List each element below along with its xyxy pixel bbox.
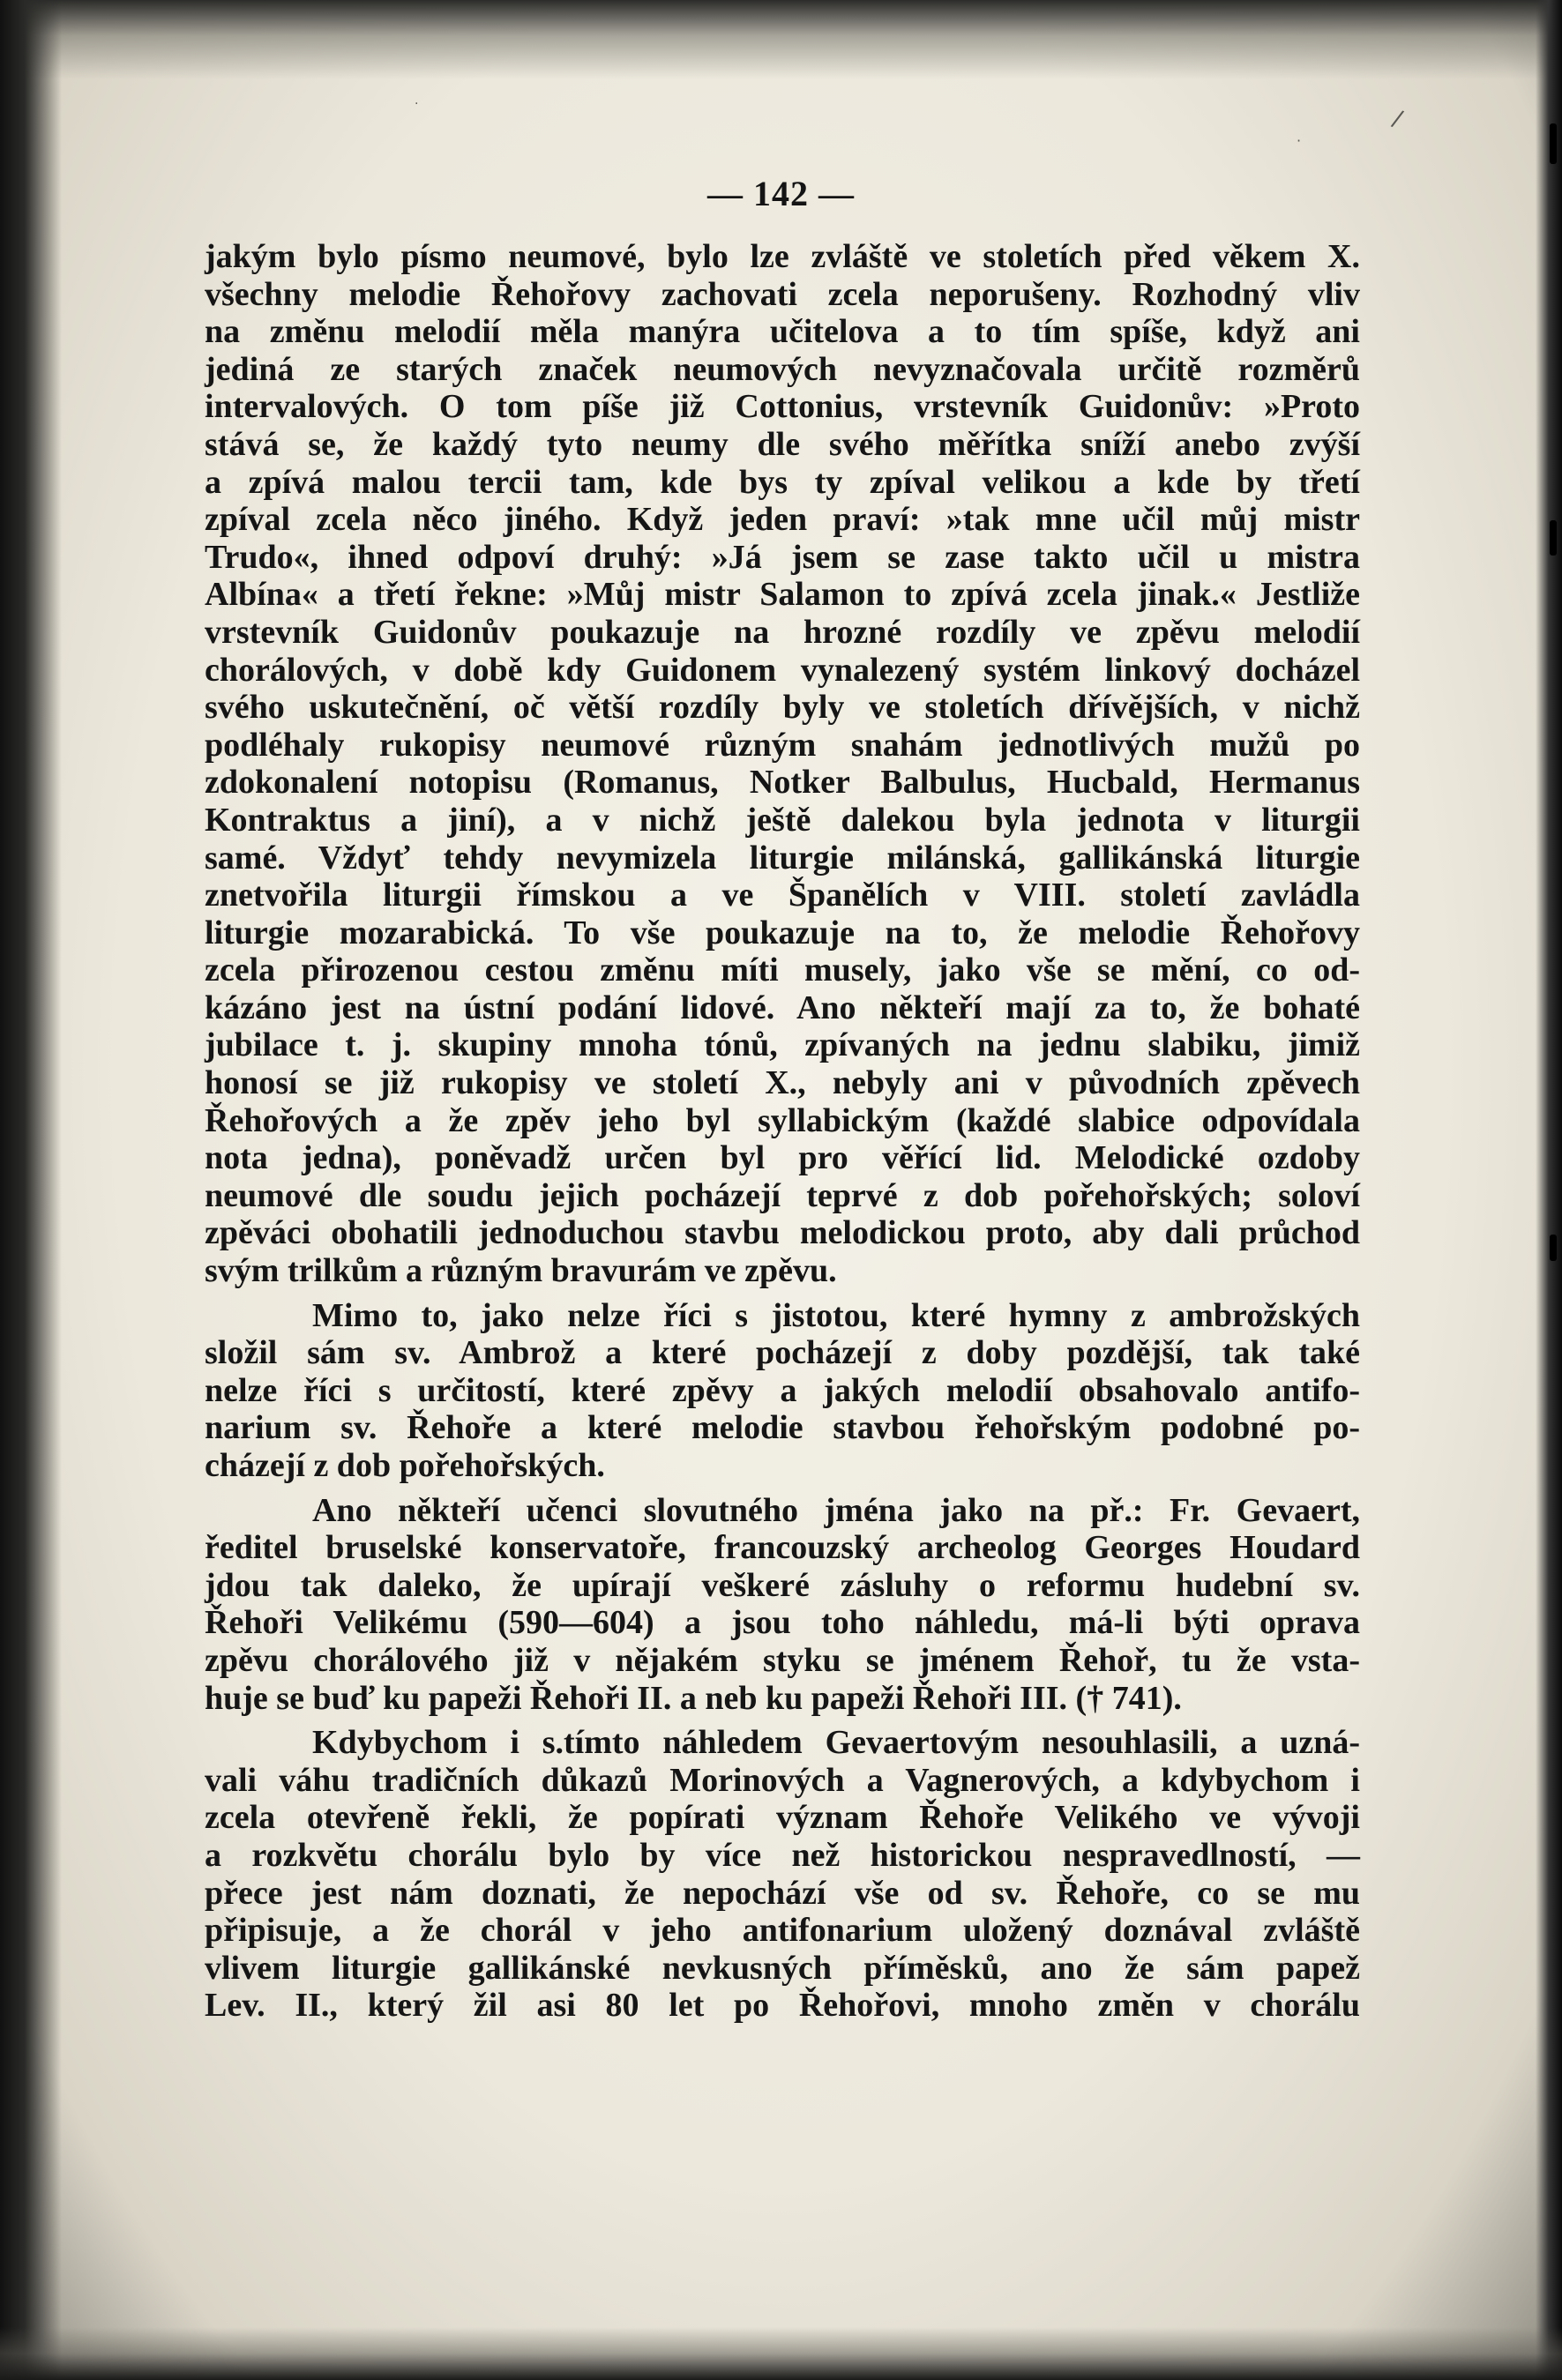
- scan-speck: ·: [415, 97, 419, 111]
- text-line: Řehoři Velikému (590—604) a jsou toho náhledu, má-li býti oprava: [205, 1604, 1360, 1642]
- paragraph-gap: [205, 1717, 1360, 1724]
- text-line: chorálových, v době kdy Guidonem vynalezený systém linkový docházel: [205, 651, 1360, 689]
- text-line: Řehořových a že zpěv jeho byl syllabickým (každé slabice odpovídala: [205, 1101, 1360, 1139]
- paragraph: [205, 1724, 1360, 2025]
- text-line: na změnu melodií měla manýra učitelova a to tím spíše, když ani: [205, 313, 1360, 351]
- text-line: jediná ze starých značek neumových nevyznačovala určitě rozměrů: [205, 350, 1360, 388]
- text-line: jakým bylo písmo neumové, bylo lze zvláště ve stoletích před věkem X.: [205, 238, 1360, 275]
- page-number: — 142 —: [707, 174, 855, 213]
- text-line: Kdybychom i s.tímto náhledem Gevaertovým nesouhlasili, a uzná-: [312, 1724, 1360, 1762]
- text-line: stává se, že každý tyto neumy dle svého měřítka sníží anebo zvýší: [205, 425, 1360, 463]
- text-line: kázáno jest na ústní podání lidové. Ano někteří mají za to, že bohaté: [205, 989, 1360, 1026]
- text-line: nelze říci s určitostí, které zpěvy a jakých melodií obsahovalo antifo-: [205, 1371, 1360, 1409]
- text-line: zpěvu chorálového již v nějakém styku se jménem Řehoř, tu že vsta-: [205, 1641, 1360, 1679]
- text-line: liturgie mozarabická. To vše poukazuje na to, že melodie Řehořovy: [205, 914, 1360, 951]
- text-line: Ano někteří učenci slovutného jména jako na př.: Fr. Gevaert,: [312, 1491, 1360, 1529]
- binding-mark: [1550, 123, 1557, 164]
- text-line: přece jest nám doznati, že nepochází vše od sv. Řehoře, co se mu: [205, 1874, 1360, 1912]
- text-line: jubilace t. j. skupiny mnoha tónů, zpívaných na jednu slabiku, jimiž: [205, 1026, 1360, 1064]
- binding-mark: [1550, 520, 1557, 556]
- text-line: zpěváci obohatili jednoduchou stavbu melodickou proto, aby dali průchod: [205, 1214, 1360, 1252]
- text-line: a rozkvětu chorálu bylo by více než historickou nespravedlností, —: [205, 1836, 1360, 1874]
- text-line: huje se buď ku papeži Řehoři II. a neb ku papeži Řehoři III. († 741).: [205, 1679, 1182, 1717]
- scan-speck: /: [1389, 105, 1406, 133]
- text-line: zcela přirozenou cestou změnu míti musely, jako vše se mění, co od-: [205, 951, 1360, 989]
- text-line: jdou tak daleko, že upírají veškeré zásluhy o reformu hudební sv.: [205, 1566, 1360, 1604]
- text-line: ředitel bruselské konservatoře, francouzský archeolog Georges Houdard: [205, 1529, 1360, 1567]
- text-line: Lev. II., který žil asi 80 let po Řehořovi, mnoho změn v chorálu: [205, 1987, 1360, 2025]
- text-line: Mimo to, jako nelze říci s jistotou, které hymny z ambrožských: [312, 1296, 1360, 1334]
- text-line: podléhaly rukopisy neumové různým snahám jednotlivých mužů po: [205, 726, 1360, 764]
- text-line: vlivem liturgie gallikánské nevkusných příměsků, ano že sám papež: [205, 1949, 1360, 1987]
- paragraph: [205, 238, 1360, 1290]
- text-line: svého uskutečnění, oč větší rozdíly byly ve stoletích dřívějších, v nichž: [205, 689, 1360, 727]
- page-right-shadow: [1536, 0, 1562, 2380]
- text-line: Trudo«, ihned odpoví druhý: »Já jsem se zase takto učil u mistra: [205, 538, 1360, 576]
- text-line: svým trilkům a různým bravurám ve zpěvu.: [205, 1252, 837, 1290]
- text-line: zdokonalení notopisu (Romanus, Notker Balbulus, Hucbald, Hermanus: [205, 764, 1360, 802]
- text-line: a zpívá malou tercii tam, kde bys ty zpíval velikou a kde by třetí: [205, 463, 1360, 501]
- text-line: cházejí z dob pořehořských.: [205, 1447, 605, 1484]
- paragraph: [205, 1492, 1360, 1718]
- page-top-shadow: [0, 0, 1562, 79]
- paragraph-gap: [205, 1290, 1360, 1297]
- text-line: zpíval zcela něco jiného. Když jeden praví: »tak mne učil můj mistr: [205, 501, 1360, 539]
- text-line: Kontraktus a jiní), a v nichž ještě dalekou byla jednota v liturgii: [205, 801, 1360, 839]
- text-line: neumové dle soudu jejich pocházejí teprvé z dob pořehořských; soloví: [205, 1176, 1360, 1214]
- text-line: vrstevník Guidonův poukazuje na hrozné rozdíly ve zpěvu melodií: [205, 613, 1360, 651]
- text-line: složil sám sv. Ambrož a které pocházejí z doby pozdější, tak také: [205, 1334, 1360, 1372]
- text-line: znetvořila liturgii římskou a ve Španělích v VIII. století zavládla: [205, 877, 1360, 914]
- text-line: Albína« a třetí řekne: »Můj mistr Salamon to zpívá zcela jinak.« Jestliže: [205, 576, 1360, 614]
- text-line: nota jedna), poněvadž určen byl pro věřící lid. Melodické ozdoby: [205, 1139, 1360, 1177]
- text-line: připisuje, a že chorál v jeho antifonarium uložený doznával zvláště: [205, 1912, 1360, 1950]
- text-line: samé. Vždyť tehdy nevymizela liturgie milánská, gallikánská liturgie: [205, 839, 1360, 877]
- page-left-shadow: [0, 0, 62, 2380]
- text-line: narium sv. Řehoře a které melodie stavbou řehořským podobné po-: [205, 1409, 1360, 1447]
- paragraph-gap: [205, 1485, 1360, 1492]
- text-line: všechny melodie Řehořovy zachovati zcela neporušeny. Rozhodný vliv: [205, 275, 1360, 313]
- body-text: [205, 238, 1360, 2025]
- page-bottom-shadow: [0, 2327, 1562, 2380]
- text-line: honosí se již rukopisy ve století X., nebyly ani v původních zpěvech: [205, 1064, 1360, 1102]
- scan-speck: ·: [1297, 132, 1302, 149]
- text-line: zcela otevřeně řekli, že popírati význam Řehoře Velikého ve vývoji: [205, 1799, 1360, 1837]
- text-line: intervalových. O tom píše již Cottonius, vrstevník Guidonův: »Proto: [205, 388, 1360, 426]
- binding-mark: [1550, 1235, 1557, 1261]
- text-line: vali váhu tradičních důkazů Morinových a Vagnerových, a kdybychom i: [205, 1761, 1360, 1799]
- paragraph: [205, 1297, 1360, 1485]
